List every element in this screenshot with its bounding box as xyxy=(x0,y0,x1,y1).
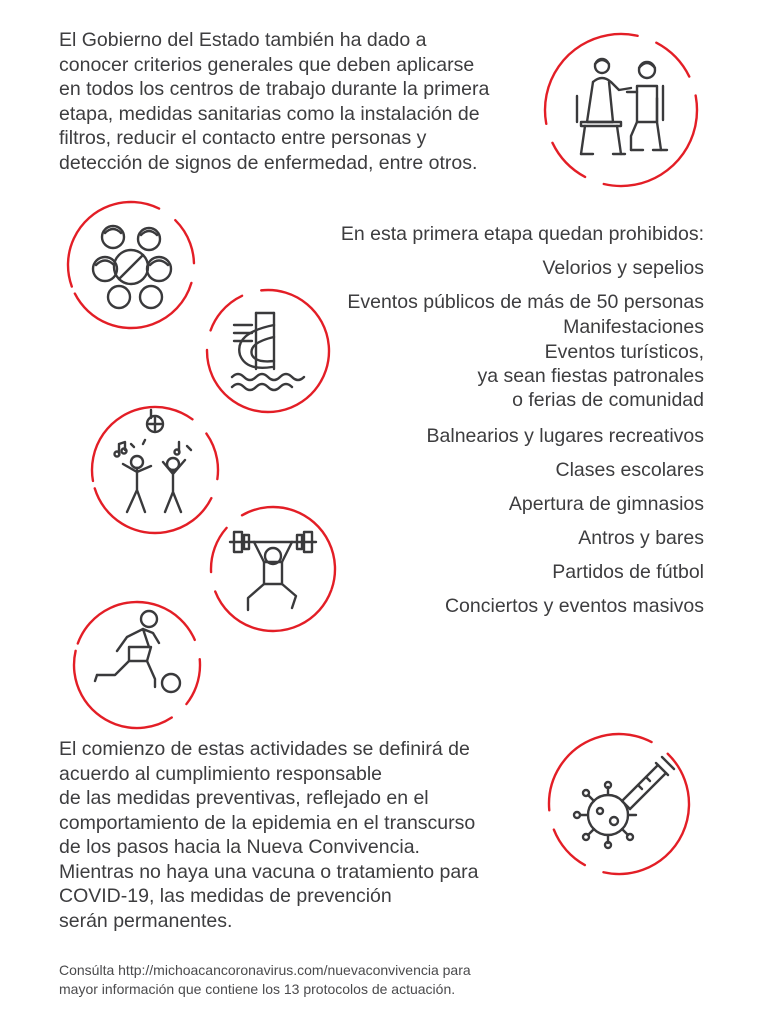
soccer-player-icon xyxy=(69,597,205,733)
outro-paragraph xyxy=(59,737,479,933)
prohibited-item-text: Eventos turísticos, xyxy=(544,341,704,363)
outro-line: acuerdo al cumplimiento responsable xyxy=(59,762,383,785)
prohibited-item xyxy=(542,256,704,280)
prohibited-item-text: Partidos de fútbol xyxy=(552,561,704,583)
prohibited-item xyxy=(347,290,704,314)
prohibited-item xyxy=(578,526,704,550)
prohibited-item-text: Eventos públicos de más de 50 personas xyxy=(347,291,704,313)
prohibited-item xyxy=(445,594,704,618)
outro-line: Mientras no haya una vacuna o tratamiento para xyxy=(59,860,479,883)
prohibited-item xyxy=(427,424,704,448)
outro-line: COVID-19, las medidas de prevención xyxy=(59,885,392,907)
footer-line: Consúlta http://michoacancoronavirus.com/nuevaconvivencia para xyxy=(59,962,471,978)
outro-line: de las medidas preventivas, reflejado en el xyxy=(59,787,429,809)
prohibited-item-text: Antros y bares xyxy=(578,527,704,549)
medical-checkup-icon xyxy=(541,30,701,190)
prohibited-item xyxy=(477,340,704,412)
footer-line: mayor información que contiene los 13 protocolos de actuación. xyxy=(59,981,456,997)
outro-line: comportamiento de la epidemia en el transcurso xyxy=(59,811,476,834)
water-slide-icon xyxy=(202,285,334,417)
prohibited-item xyxy=(563,315,704,339)
outro-line: serán permanentes. xyxy=(59,909,233,932)
crowd-prohibited-icon xyxy=(63,197,199,333)
intro-line: El Gobierno del Estado también ha dado a xyxy=(59,29,427,51)
intro-line: etapa, medidas sanitarias como la instalación de xyxy=(59,102,480,125)
intro-line: en todos los centros de trabajo durante la primera xyxy=(59,78,490,100)
prohibited-item xyxy=(552,560,704,584)
prohibited-item-text: Clases escolares xyxy=(555,459,704,481)
virus-vaccine-icon xyxy=(544,729,694,879)
prohibited-item-text: Conciertos y eventos masivos xyxy=(444,595,704,617)
prohibited-item xyxy=(556,458,704,482)
prohibited-item-text: Velorios y sepelios xyxy=(542,257,704,279)
prohibited-item-text: Balnearios y lugares recreativos xyxy=(426,425,704,447)
weightlifter-icon xyxy=(206,502,340,636)
prohibited-item-text: Apertura de gimnasios xyxy=(508,493,704,515)
intro-line: filtros, reducir el contacto entre personas y xyxy=(59,127,427,149)
outro-line: El comienzo de estas actividades se definirá de xyxy=(59,738,470,760)
prohibited-item xyxy=(509,492,704,516)
footer-note xyxy=(59,961,471,999)
prohibited-item-text: Manifestaciones xyxy=(563,316,704,338)
prohibited-title: En esta primera etapa quedan prohibidos: xyxy=(340,223,704,245)
party-dancing-icon xyxy=(87,402,223,538)
intro-line: conocer criterios generales que deben aplicarse xyxy=(59,53,475,76)
intro-line: detección de signos de enfermedad, entre otros. xyxy=(59,151,478,174)
outro-line: de los pasos hacia la Nueva Convivencia. xyxy=(59,836,420,858)
prohibited-item-text: ya sean fiestas patronales xyxy=(477,365,704,387)
prohibited-item-text: o ferias de comunidad xyxy=(512,389,704,411)
intro-paragraph xyxy=(59,28,489,175)
